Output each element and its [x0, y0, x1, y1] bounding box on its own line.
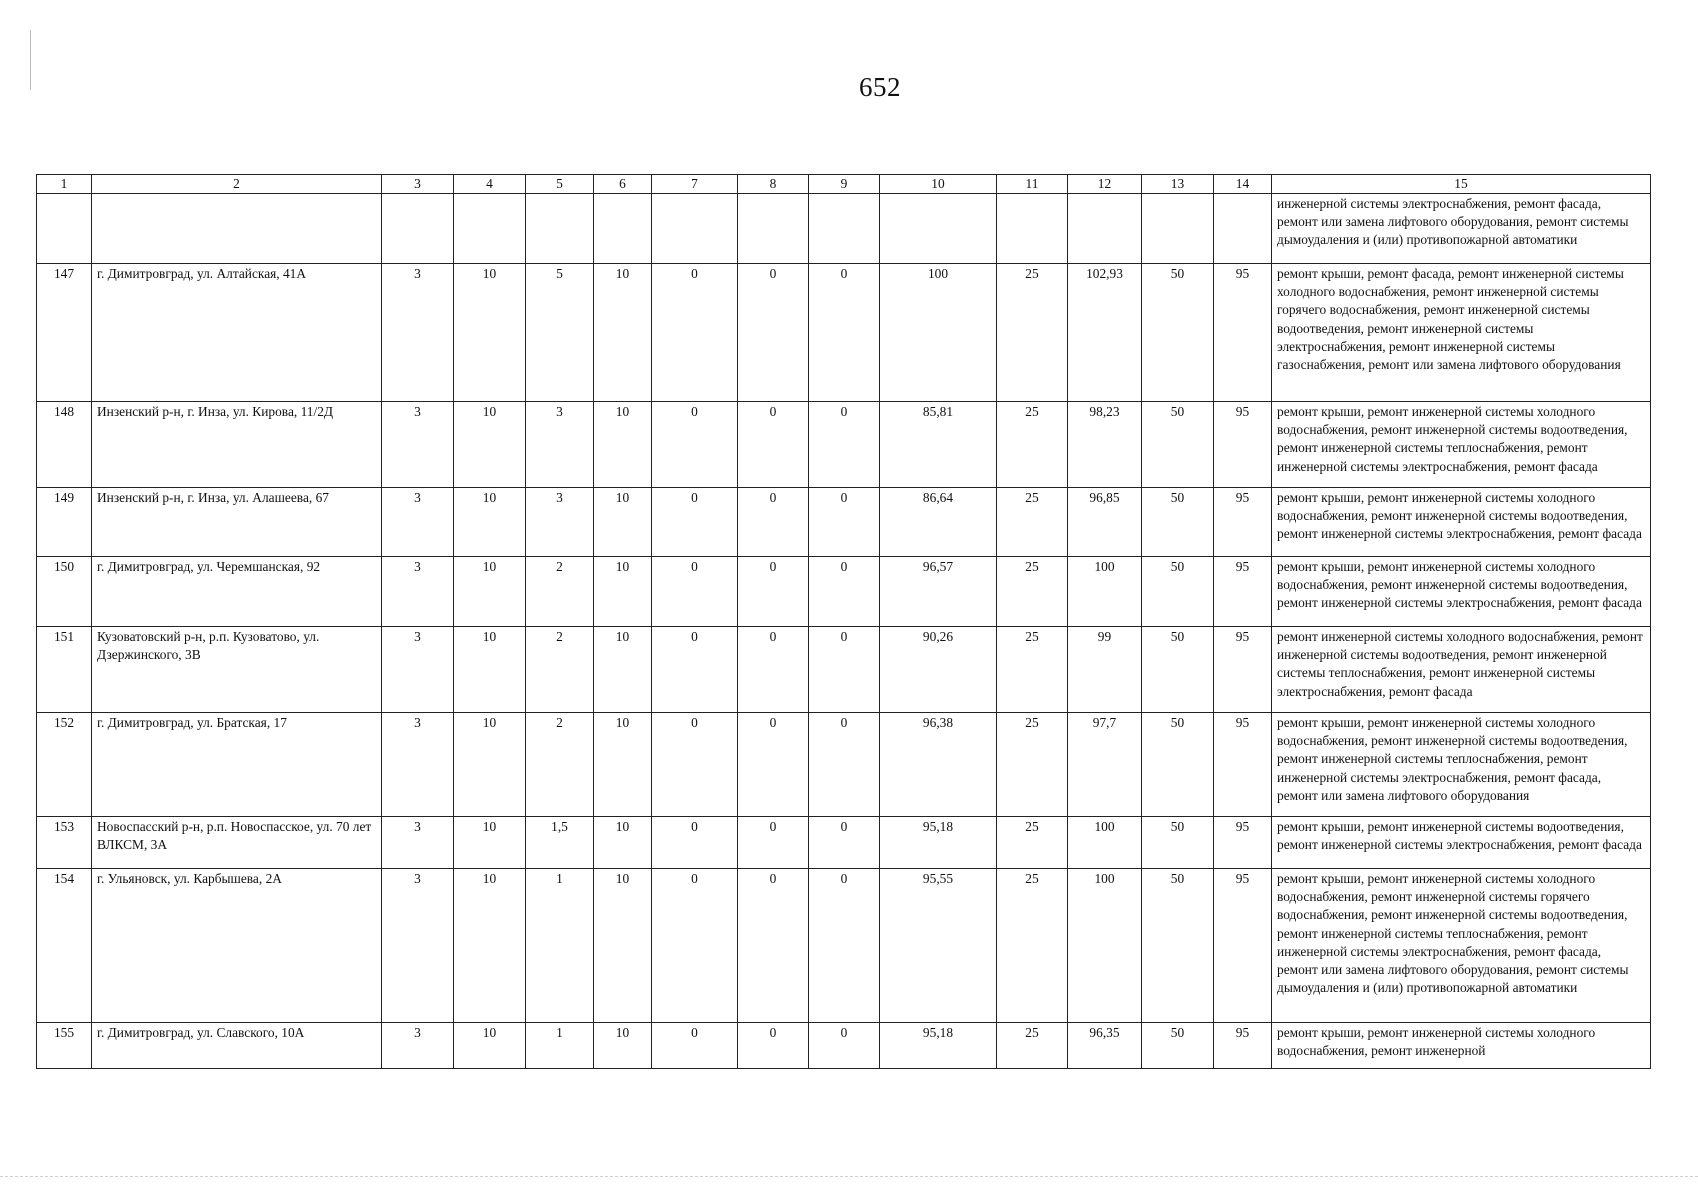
col-9-value: 0 — [809, 557, 880, 627]
col-6-value: 10 — [594, 402, 652, 488]
col-4-value: 10 — [454, 817, 526, 869]
col-8-value — [738, 194, 809, 264]
col-7-value: 0 — [652, 869, 738, 1023]
col-11-value: 25 — [997, 488, 1068, 557]
col-5-value: 3 — [526, 402, 594, 488]
col-6-value: 10 — [594, 869, 652, 1023]
address — [92, 194, 382, 264]
works-list: ремонт крыши, ремонт инженерной системы холодного водоснабжения, ремонт инженерной системы водоотведения, ремонт инженерной системы теплоснабжения, ремонт инженерной системы электроснабжения, ремонт фасада, ремонт или замена лифтового оборудования — [1272, 713, 1651, 817]
col-13-value: 50 — [1142, 627, 1214, 713]
column-header-1: 1 — [37, 175, 92, 194]
col-11-value: 25 — [997, 1023, 1068, 1069]
column-header-3: 3 — [382, 175, 454, 194]
col-5-value: 2 — [526, 627, 594, 713]
col-13-value: 50 — [1142, 817, 1214, 869]
address: Инзенский р-н, г. Инза, ул. Алашеева, 67 — [92, 488, 382, 557]
col-5-value: 3 — [526, 488, 594, 557]
col-6-value: 10 — [594, 627, 652, 713]
column-header-2: 2 — [92, 175, 382, 194]
col-13-value: 50 — [1142, 713, 1214, 817]
row-number: 149 — [37, 488, 92, 557]
address: г. Димитровград, ул. Славского, 10А — [92, 1023, 382, 1069]
col-13-value — [1142, 194, 1214, 264]
col-14-value — [1214, 194, 1272, 264]
col-10-value: 96,38 — [880, 713, 997, 817]
col-12-value: 96,85 — [1068, 488, 1142, 557]
works-list: ремонт крыши, ремонт фасада, ремонт инженерной системы холодного водоснабжения, ремонт инженерной системы горячего водоснабжения, ремонт инженерной системы водоотведения, ремонт инженерной системы электроснабжения, ремонт инженерной системы газоснабжения, ремонт или замена лифтового оборудования — [1272, 264, 1651, 402]
col-11-value: 25 — [997, 264, 1068, 402]
row-number: 147 — [37, 264, 92, 402]
col-6-value: 10 — [594, 817, 652, 869]
col-4-value: 10 — [454, 869, 526, 1023]
row-number: 148 — [37, 402, 92, 488]
col-9-value: 0 — [809, 488, 880, 557]
col-8-value: 0 — [738, 557, 809, 627]
col-9-value: 0 — [809, 627, 880, 713]
col-11-value: 25 — [997, 557, 1068, 627]
col-14-value: 95 — [1214, 713, 1272, 817]
col-12-value: 96,35 — [1068, 1023, 1142, 1069]
col-8-value: 0 — [738, 817, 809, 869]
works-list: ремонт крыши, ремонт инженерной системы холодного водоснабжения, ремонт инженерной системы водоотведения, ремонт инженерной системы электроснабжения, ремонт фасада — [1272, 488, 1651, 557]
col-5-value — [526, 194, 594, 264]
col-6-value: 10 — [594, 1023, 652, 1069]
col-8-value: 0 — [738, 264, 809, 402]
address: Кузоватовский р-н, р.п. Кузоватово, ул. Дзержинского, 3В — [92, 627, 382, 713]
col-14-value: 95 — [1214, 402, 1272, 488]
column-header-15: 15 — [1272, 175, 1651, 194]
col-7-value: 0 — [652, 817, 738, 869]
row-number: 150 — [37, 557, 92, 627]
col-8-value: 0 — [738, 1023, 809, 1069]
column-header-8: 8 — [738, 175, 809, 194]
col-11-value: 25 — [997, 713, 1068, 817]
col-13-value: 50 — [1142, 1023, 1214, 1069]
header-row — [37, 175, 1651, 194]
col-3-value: 3 — [382, 557, 454, 627]
col-12-value: 99 — [1068, 627, 1142, 713]
works-list: ремонт крыши, ремонт инженерной системы холодного водоснабжения, ремонт инженерной — [1272, 1023, 1651, 1069]
row-number: 152 — [37, 713, 92, 817]
col-3-value: 3 — [382, 817, 454, 869]
col-9-value: 0 — [809, 817, 880, 869]
col-13-value: 50 — [1142, 557, 1214, 627]
table-row — [37, 627, 1651, 713]
address: г. Димитровград, ул. Алтайская, 41А — [92, 264, 382, 402]
works-list: ремонт инженерной системы холодного водоснабжения, ремонт инженерной системы водоотведения, ремонт инженерной системы теплоснабжения, ремонт инженерной системы электроснабжения, ремонт фасада — [1272, 627, 1651, 713]
col-4-value: 10 — [454, 627, 526, 713]
col-9-value — [809, 194, 880, 264]
col-10-value: 95,55 — [880, 869, 997, 1023]
col-12-value: 100 — [1068, 817, 1142, 869]
col-5-value: 1 — [526, 869, 594, 1023]
table-row — [37, 817, 1651, 869]
table-row — [37, 557, 1651, 627]
col-6-value — [594, 194, 652, 264]
col-14-value: 95 — [1214, 817, 1272, 869]
table-row — [37, 194, 1651, 264]
col-3-value: 3 — [382, 488, 454, 557]
col-4-value: 10 — [454, 264, 526, 402]
column-header-7: 7 — [652, 175, 738, 194]
col-14-value: 95 — [1214, 488, 1272, 557]
col-14-value: 95 — [1214, 1023, 1272, 1069]
col-8-value: 0 — [738, 869, 809, 1023]
col-14-value: 95 — [1214, 264, 1272, 402]
col-9-value: 0 — [809, 713, 880, 817]
table-row — [37, 869, 1651, 1023]
col-13-value: 50 — [1142, 488, 1214, 557]
column-header-4: 4 — [454, 175, 526, 194]
col-3-value: 3 — [382, 264, 454, 402]
address: г. Димитровград, ул. Братская, 17 — [92, 713, 382, 817]
col-10-value: 95,18 — [880, 1023, 997, 1069]
col-6-value: 10 — [594, 264, 652, 402]
col-3-value — [382, 194, 454, 264]
row-number: 151 — [37, 627, 92, 713]
col-12-value: 102,93 — [1068, 264, 1142, 402]
col-12-value: 98,23 — [1068, 402, 1142, 488]
col-9-value: 0 — [809, 402, 880, 488]
table-row — [37, 264, 1651, 402]
col-4-value: 10 — [454, 713, 526, 817]
row-number: 154 — [37, 869, 92, 1023]
col-13-value: 50 — [1142, 264, 1214, 402]
page-number: 652 — [859, 72, 901, 102]
column-header-5: 5 — [526, 175, 594, 194]
table-row — [37, 488, 1651, 557]
works-list: ремонт крыши, ремонт инженерной системы холодного водоснабжения, ремонт инженерной системы горячего водоснабжения, ремонт инженерной системы водоотведения, ремонт инженерной системы теплоснабжения, ремонт инженерной системы электроснабжения, ремонт фасада, ремонт или замена лифтового оборудования, ремонт системы дымоудаления и (или) противопожарной автоматики — [1272, 869, 1651, 1023]
col-13-value: 50 — [1142, 869, 1214, 1023]
col-3-value: 3 — [382, 713, 454, 817]
col-3-value: 3 — [382, 402, 454, 488]
table-row — [37, 713, 1651, 817]
column-header-6: 6 — [594, 175, 652, 194]
col-11-value: 25 — [997, 817, 1068, 869]
address: Новоспасский р-н, р.п. Новоспасское, ул. 70 лет ВЛКСМ, 3А — [92, 817, 382, 869]
col-10-value: 85,81 — [880, 402, 997, 488]
col-4-value — [454, 194, 526, 264]
col-7-value: 0 — [652, 627, 738, 713]
column-header-14: 14 — [1214, 175, 1272, 194]
col-8-value: 0 — [738, 713, 809, 817]
works-list: инженерной системы электроснабжения, ремонт фасада, ремонт или замена лифтового оборудования, ремонт системы дымоудаления и (или) противопожарной автоматики — [1272, 194, 1651, 264]
col-12-value: 100 — [1068, 557, 1142, 627]
col-13-value: 50 — [1142, 402, 1214, 488]
col-12-value: 100 — [1068, 869, 1142, 1023]
col-10-value: 90,26 — [880, 627, 997, 713]
column-header-11: 11 — [997, 175, 1068, 194]
col-14-value: 95 — [1214, 869, 1272, 1023]
row-number: 155 — [37, 1023, 92, 1069]
col-14-value: 95 — [1214, 627, 1272, 713]
col-5-value: 1,5 — [526, 817, 594, 869]
col-10-value: 96,57 — [880, 557, 997, 627]
col-7-value: 0 — [652, 402, 738, 488]
table-row — [37, 402, 1651, 488]
table-row — [37, 1023, 1651, 1069]
column-header-10: 10 — [880, 175, 997, 194]
col-8-value: 0 — [738, 488, 809, 557]
scan-artifact-line — [0, 1176, 1698, 1179]
col-9-value: 0 — [809, 264, 880, 402]
col-10-value: 95,18 — [880, 817, 997, 869]
col-5-value: 2 — [526, 557, 594, 627]
col-3-value: 3 — [382, 1023, 454, 1069]
row-number — [37, 194, 92, 264]
col-12-value: 97,7 — [1068, 713, 1142, 817]
col-11-value — [997, 194, 1068, 264]
col-3-value: 3 — [382, 627, 454, 713]
col-3-value: 3 — [382, 869, 454, 1023]
col-7-value: 0 — [652, 264, 738, 402]
col-4-value: 10 — [454, 1023, 526, 1069]
col-6-value: 10 — [594, 713, 652, 817]
col-6-value: 10 — [594, 488, 652, 557]
address: Инзенский р-н, г. Инза, ул. Кирова, 11/2Д — [92, 402, 382, 488]
col-6-value: 10 — [594, 557, 652, 627]
col-12-value — [1068, 194, 1142, 264]
col-7-value: 0 — [652, 713, 738, 817]
col-10-value — [880, 194, 997, 264]
table-body — [37, 194, 1651, 1069]
repair-program-table — [36, 174, 1651, 1069]
col-4-value: 10 — [454, 488, 526, 557]
column-header-12: 12 — [1068, 175, 1142, 194]
col-8-value: 0 — [738, 402, 809, 488]
col-11-value: 25 — [997, 869, 1068, 1023]
col-11-value: 25 — [997, 402, 1068, 488]
col-4-value: 10 — [454, 402, 526, 488]
works-list: ремонт крыши, ремонт инженерной системы холодного водоснабжения, ремонт инженерной системы водоотведения, ремонт инженерной системы теплоснабжения, ремонт инженерной системы электроснабжения, ремонт фасада — [1272, 402, 1651, 488]
col-8-value: 0 — [738, 627, 809, 713]
address: г. Димитровград, ул. Черемшанская, 92 — [92, 557, 382, 627]
col-7-value: 0 — [652, 488, 738, 557]
col-10-value: 100 — [880, 264, 997, 402]
col-14-value: 95 — [1214, 557, 1272, 627]
col-7-value: 0 — [652, 1023, 738, 1069]
column-header-13: 13 — [1142, 175, 1214, 194]
works-list: ремонт крыши, ремонт инженерной системы водоотведения, ремонт инженерной системы электроснабжения, ремонт фасада — [1272, 817, 1651, 869]
col-5-value: 2 — [526, 713, 594, 817]
col-9-value: 0 — [809, 1023, 880, 1069]
address: г. Ульяновск, ул. Карбышева, 2А — [92, 869, 382, 1023]
col-10-value: 86,64 — [880, 488, 997, 557]
column-header-9: 9 — [809, 175, 880, 194]
row-number: 153 — [37, 817, 92, 869]
col-4-value: 10 — [454, 557, 526, 627]
col-7-value: 0 — [652, 557, 738, 627]
col-5-value: 5 — [526, 264, 594, 402]
col-7-value — [652, 194, 738, 264]
col-11-value: 25 — [997, 627, 1068, 713]
col-5-value: 1 — [526, 1023, 594, 1069]
works-list: ремонт крыши, ремонт инженерной системы холодного водоснабжения, ремонт инженерной системы водоотведения, ремонт инженерной системы электроснабжения, ремонт фасада — [1272, 557, 1651, 627]
col-9-value: 0 — [809, 869, 880, 1023]
